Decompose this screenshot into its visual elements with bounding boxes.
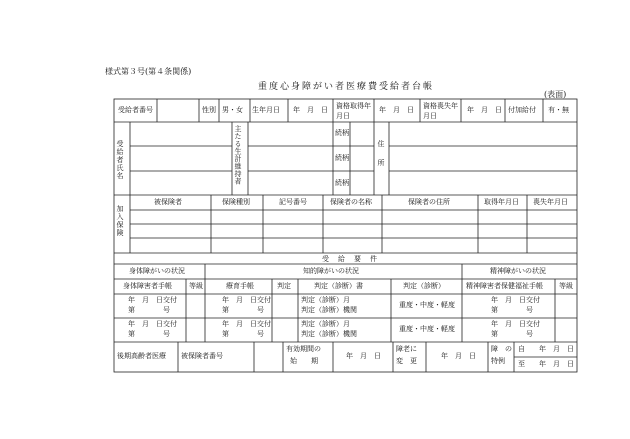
face-label: (表面) <box>544 90 567 99</box>
main-earner-label: 主たる生計維持者 <box>234 125 242 185</box>
judgment-org-2[interactable]: 判定（診断）機関 <box>301 330 357 338</box>
sex-label: 性別 <box>202 106 216 114</box>
acquire-date-label: 資格取得年月日 <box>336 102 371 120</box>
special-label-2: 特例 <box>491 357 505 365</box>
valid-start-date[interactable]: 年 月 日 <box>346 352 381 360</box>
rehab-issue-date-2[interactable]: 年 月 日交付 <box>222 320 271 328</box>
change-label: 変 更 <box>396 357 417 365</box>
mental-status-label: 精神障がいの状況 <box>490 267 546 275</box>
special-to-date[interactable]: 至 年 月 日 <box>518 360 574 368</box>
acquire-date-value[interactable]: 年 月 日 <box>379 106 414 114</box>
intellectual-status-label: 知的障がいの状況 <box>303 267 359 275</box>
insurance-section-label: 加入保険 <box>116 205 124 237</box>
form-title: 重度心身障がい者医療費受給者台帳 <box>258 82 435 92</box>
grade-label-2: 等級 <box>559 282 573 290</box>
mental-issue-date-2[interactable]: 年 月 日交付 <box>491 320 540 328</box>
requirements-title: 受 給 要 件 <box>322 255 378 263</box>
recipient-name-label: 受給者氏名 <box>116 140 124 180</box>
insured-number-label: 被保険者番号 <box>181 352 223 360</box>
judgment-diag-label: 判定（診断） <box>403 282 445 290</box>
recipient-number-label: 受給者番号 <box>118 106 153 114</box>
special-label-1: 障 の <box>491 345 512 353</box>
change-date[interactable]: 年 月 日 <box>441 352 476 360</box>
physical-status-label: 身体障がいの状況 <box>129 267 185 275</box>
grade-label: 等級 <box>189 282 203 290</box>
judgment-month-1[interactable]: 判定（診断）月 <box>301 296 350 304</box>
physical-issue-date-2[interactable]: 年 月 日交付 <box>128 320 177 328</box>
relation-label-2: 続柄 <box>335 154 349 162</box>
judgment-label: 判定 <box>277 282 291 290</box>
additional-benefit-label: 付加給付 <box>508 106 536 114</box>
form-number: 様式第３号(第４条関係) <box>105 67 192 76</box>
judgment-org-1[interactable]: 判定（診断）機関 <box>301 306 357 314</box>
ins-header-insured: 被保険者 <box>154 198 182 206</box>
rehab-issue-date-1[interactable]: 年 月 日交付 <box>222 296 271 304</box>
ins-header-insurer-name: 保険者の名称 <box>330 198 372 206</box>
severity-options-1[interactable]: 重度・中度・軽度 <box>399 301 455 309</box>
physical-issue-date-1[interactable]: 年 月 日交付 <box>128 296 177 304</box>
ins-header-type: 保険種別 <box>222 198 250 206</box>
mental-number-2[interactable]: 第 号 <box>491 330 533 338</box>
ins-header-loss-date: 喪失年月日 <box>533 198 568 206</box>
relation-label-3: 続柄 <box>335 179 349 187</box>
birth-date-label: 生年月日 <box>252 106 280 114</box>
address-label: 住所 <box>377 140 385 178</box>
mental-number-1[interactable]: 第 号 <box>491 306 533 314</box>
elderly-medical-label: 後期高齢者医療 <box>117 352 166 360</box>
birth-date-value[interactable]: 年 月 日 <box>293 106 328 114</box>
mental-book-label: 精神障害者保健福祉手帳 <box>466 282 543 290</box>
rehab-book-label: 療育手帳 <box>226 282 254 290</box>
ins-header-insurer-address: 保険者の住所 <box>408 198 450 206</box>
additional-benefit-options[interactable]: 有・無 <box>548 106 569 114</box>
physical-number-2[interactable]: 第 号 <box>128 330 170 338</box>
physical-book-label: 身体障害者手帳 <box>123 282 172 290</box>
relation-label-1: 続柄 <box>335 129 349 137</box>
ins-header-acquire-date: 取得年月日 <box>484 198 519 206</box>
loss-date-label: 資格喪失年月日 <box>423 102 458 120</box>
valid-start-label: 始 期 <box>290 357 318 365</box>
rehab-number-2[interactable]: 第 号 <box>222 330 264 338</box>
ins-header-symbol: 記号番号 <box>279 198 307 206</box>
sex-options[interactable]: 男・女 <box>222 106 243 114</box>
physical-number-1[interactable]: 第 号 <box>128 306 170 314</box>
disability-change-label: 障老に <box>396 345 417 353</box>
severity-options-2[interactable]: 重度・中度・軽度 <box>399 325 455 333</box>
judgment-month-2[interactable]: 判定（診断）月 <box>301 320 350 328</box>
mental-issue-date-1[interactable]: 年 月 日交付 <box>491 296 540 304</box>
loss-date-value[interactable]: 年 月 日 <box>467 106 502 114</box>
special-from-date[interactable]: 自 年 月 日 <box>518 345 574 353</box>
valid-period-label: 有効期間の <box>286 345 321 353</box>
rehab-number-1[interactable]: 第 号 <box>222 306 264 314</box>
judgment-doc-label: 判定（診断）書 <box>314 282 363 290</box>
